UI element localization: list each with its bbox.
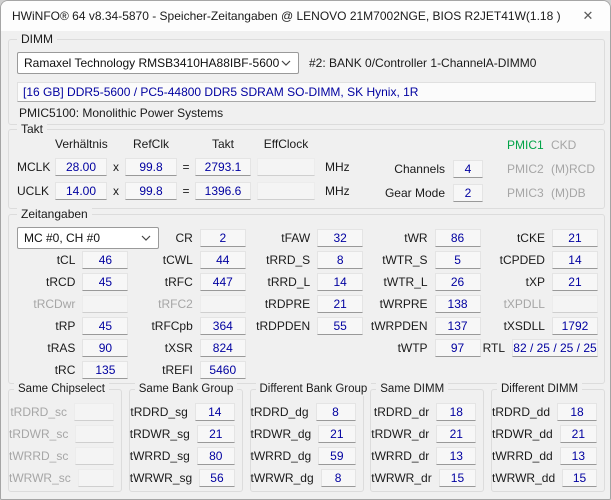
timing-value: 5 (435, 251, 481, 269)
bank-timing-groups (8, 383, 605, 492)
multiply-sign: x (113, 160, 119, 174)
timing-cell (13, 359, 130, 381)
timing-value: 21 (560, 425, 597, 443)
timing-cell (251, 445, 363, 467)
timing-cell (365, 337, 482, 359)
uclk-ratio-value: 14.00 (55, 182, 107, 200)
timing-cell (130, 337, 247, 359)
timing-cell (365, 249, 482, 271)
uclk-unit: MHz (325, 184, 350, 198)
timing-value (200, 295, 246, 313)
timing-value: 21 (317, 295, 363, 313)
uclk-clock-value: 1396.6 (195, 182, 251, 200)
timing-cell (248, 293, 365, 315)
timing-cell (371, 445, 483, 467)
uclk-refclk-value: 99.8 (125, 182, 177, 200)
bank-timing-group-title: Same Chipselect (14, 382, 109, 396)
timing-label: tWTP (397, 341, 428, 355)
timing-value: 21 (436, 425, 476, 443)
timing-value: 32 (317, 229, 363, 247)
timing-label: tRDRD_sc (10, 405, 67, 419)
timing-label: tWR (404, 231, 428, 245)
mclk-effclock-value (257, 158, 315, 176)
timing-label: tWRRD_dg (250, 449, 312, 463)
timing-value: 1792 (552, 317, 598, 335)
timing-label: tRP (55, 319, 76, 333)
bank-timing-group (8, 383, 122, 492)
timing-label: tWRWR_dg (250, 471, 314, 485)
timing-cell (251, 423, 363, 445)
timing-label: RTL (482, 341, 506, 355)
mclk-row (17, 156, 350, 178)
chevron-down-icon (141, 235, 151, 241)
timing-cell (248, 271, 365, 293)
timing-cell (130, 315, 247, 337)
timing-label: tWRPRE (379, 297, 428, 311)
timing-label: tREFI (162, 363, 193, 377)
bank-timing-group-title: Same Bank Group (135, 382, 238, 396)
timing-label: tRDPRE (264, 297, 311, 311)
timing-label: tRDRD_sg (130, 405, 188, 419)
timing-column (483, 227, 600, 381)
timing-value (75, 425, 114, 443)
timing-grid (13, 227, 600, 381)
bank-timing-group-title: Different Bank Group (256, 382, 372, 396)
timing-label: tRDWR_dd (492, 427, 553, 441)
timing-cell (371, 423, 483, 445)
timing-cell (483, 293, 600, 315)
timing-value: 447 (200, 273, 246, 291)
timing-cell (13, 293, 130, 315)
clock-group (8, 122, 605, 209)
timing-cell (130, 467, 242, 489)
timing-cell (13, 271, 130, 293)
timing-label: tWTR_S (382, 253, 428, 267)
mclk-refclk-value: 99.8 (125, 158, 177, 176)
timing-label: tRRD_S (266, 253, 311, 267)
timing-column (13, 227, 130, 381)
timing-value: 55 (317, 317, 363, 335)
timing-label: tRDWR_sc (9, 427, 69, 441)
timing-cell (130, 445, 242, 467)
dimm-group-title: DIMM (17, 32, 57, 46)
timing-cell (130, 249, 247, 271)
timing-value: 14 (195, 403, 235, 421)
timing-value: 15 (439, 469, 477, 487)
timing-value: 364 (200, 317, 246, 335)
timing-value: 46 (82, 251, 128, 269)
timing-value: 21 (197, 425, 235, 443)
timing-value: 44 (200, 251, 246, 269)
timing-value: 21 (318, 425, 355, 443)
timing-cell (9, 423, 121, 445)
timing-cell (9, 467, 121, 489)
timing-value (78, 469, 114, 487)
timing-value (552, 295, 598, 313)
clock-header: Takt (211, 137, 234, 151)
pmic-value: (M)RCD (551, 162, 595, 176)
timing-value: 138 (435, 295, 481, 313)
timing-cell (365, 293, 482, 315)
chevron-down-icon (281, 60, 291, 66)
timing-label: tFAW (281, 231, 311, 245)
timing-value: 824 (200, 339, 246, 357)
timing-value: 5460 (200, 361, 246, 379)
uclk-label: UCLK (17, 184, 50, 198)
mclk-clock-value: 2793.1 (195, 158, 251, 176)
timing-label: tRDWR_dg (250, 427, 312, 441)
channel-select-value: MC #0, CH #0 (24, 231, 101, 245)
pmic-row (507, 158, 595, 180)
pmic-list (507, 132, 595, 204)
pmic-name: PMIC2 (507, 162, 544, 176)
mclk-ratio-value: 28.00 (55, 158, 107, 176)
timing-value: 18 (557, 403, 597, 421)
dimm-pmic-info: PMIC5100: Monolithic Power Systems (19, 106, 224, 120)
timing-cell (9, 401, 121, 423)
ratio-header: Verhältnis (55, 137, 108, 151)
bank-timing-group (250, 383, 368, 492)
timing-value: 82 / 25 / 25 / 25 (513, 341, 597, 355)
timing-cell (365, 315, 482, 337)
timing-label: tRDRD_dg (250, 405, 309, 419)
refclk-header: RefClk (132, 137, 169, 151)
timing-cell (483, 315, 600, 337)
timing-value: 86 (435, 229, 481, 247)
bank-timing-rows (9, 390, 121, 489)
mclk-unit: MHz (325, 160, 350, 174)
timing-value: 45 (82, 273, 128, 291)
timing-label: tXSR (164, 341, 193, 355)
timing-label: tWRWR_dr (371, 471, 432, 485)
bank-timing-rows (130, 390, 242, 489)
timing-cell (9, 445, 121, 467)
gear-mode-row (377, 182, 483, 204)
timings-group-title: Zeitangaben (17, 207, 92, 221)
pmic-name: PMIC3 (507, 186, 544, 200)
timing-label: tRFCpb (151, 319, 193, 333)
timing-label: tWTR_L (383, 275, 428, 289)
bank-timing-group (370, 383, 484, 492)
timing-cell (251, 467, 363, 489)
timing-value: 2 (200, 229, 246, 247)
timings-group (8, 207, 605, 384)
timing-label: tWRRD_dd (492, 449, 553, 463)
timing-cell (483, 249, 600, 271)
timing-cell (365, 359, 482, 381)
timing-value: 56 (199, 469, 235, 487)
timing-label: tXSDLL (503, 319, 545, 333)
timing-column (365, 227, 482, 381)
timing-value: 15 (562, 469, 597, 487)
timing-label: tRCDwr (33, 297, 76, 311)
timing-cell (248, 227, 365, 249)
timing-value: 135 (82, 361, 128, 379)
timing-cell (130, 293, 247, 315)
timing-cell (13, 249, 130, 271)
timing-column (130, 227, 247, 381)
bank-timing-group-title: Same DIMM (376, 382, 448, 396)
timing-label: tRDRD_dr (373, 405, 430, 419)
timing-value: 90 (82, 339, 128, 357)
timing-label: tRRD_L (267, 275, 311, 289)
pmic-value: CKD (551, 138, 577, 152)
timing-label: tRDPDEN (256, 319, 311, 333)
timing-label: tCWL (162, 253, 193, 267)
timing-label: tWRRD_dr (371, 449, 430, 463)
close-button[interactable] (566, 1, 610, 31)
bank-timing-rows (251, 390, 363, 489)
timing-cell (483, 337, 600, 359)
timing-value: 8 (321, 469, 356, 487)
pmic-value: (M)DB (551, 186, 586, 200)
clock-group-title: Takt (17, 122, 47, 136)
dimm-module-info: [16 GB] DDR5-5600 / PC5-44800 DDR5 SDRAM SO-DIMM, SK Hynix, 1R (17, 82, 596, 102)
effclock-header: EffClock (263, 137, 309, 151)
timing-label: tXP (525, 275, 545, 289)
timing-column (248, 227, 365, 381)
timing-label: tWRWR_sc (9, 471, 71, 485)
timing-value: 80 (197, 447, 235, 465)
timing-cell (248, 359, 365, 381)
timing-cell (483, 271, 600, 293)
timing-cell (371, 467, 483, 489)
timing-label: tRC (54, 363, 76, 377)
timing-cell (130, 401, 242, 423)
timing-value: 21 (552, 273, 598, 291)
channels-row (377, 158, 483, 180)
timing-label: tRDRD_dd (492, 405, 551, 419)
timing-cell (248, 315, 365, 337)
timing-value: 97 (435, 339, 481, 357)
timing-cell (492, 445, 604, 467)
timing-label: tRCD (46, 275, 76, 289)
clock-table (17, 130, 350, 202)
timing-label: tWRPDEN (370, 319, 428, 333)
timing-cell (13, 315, 130, 337)
timing-label: tWRRD_sg (129, 449, 190, 463)
window-content (1, 31, 610, 500)
bank-timing-group (129, 383, 243, 492)
timing-value: 13 (436, 447, 476, 465)
timing-cell (492, 467, 604, 489)
channels-value: 4 (453, 160, 483, 178)
equals-sign: = (182, 160, 190, 174)
timing-value: 18 (436, 403, 476, 421)
timing-value (82, 295, 128, 313)
timing-value: 21 (552, 229, 598, 247)
gear-mode-value: 2 (453, 184, 483, 202)
timing-label: tXPDLL (503, 297, 545, 311)
timing-value: 8 (316, 403, 356, 421)
timing-cell (371, 401, 483, 423)
timing-value: 14 (552, 251, 598, 269)
gear-mode-label: Gear Mode (384, 186, 445, 200)
timing-label: tRAS (47, 341, 76, 355)
timing-value: 14 (317, 273, 363, 291)
channels-label: Channels (394, 162, 445, 176)
timing-value: 59 (318, 447, 355, 465)
timing-cell (365, 227, 482, 249)
timing-cell (130, 423, 242, 445)
timing-value (75, 447, 114, 465)
timing-label: tRDWR_sg (129, 427, 190, 441)
pmic-row (507, 182, 595, 204)
timing-cell (248, 337, 365, 359)
timing-label: tRFC2 (158, 297, 193, 311)
timing-cell (130, 271, 247, 293)
timing-value: 8 (317, 251, 363, 269)
timing-label: tWRWR_dd (492, 471, 556, 485)
dimm-slot-label: #2: BANK 0/Controller 1-ChannelA-DIMM0 (309, 56, 537, 70)
uclk-row (17, 180, 350, 202)
multiply-sign: x (113, 184, 119, 198)
timing-value: 45 (82, 317, 128, 335)
timing-label: tRFC (164, 275, 193, 289)
timing-label: tRDWR_dr (371, 427, 430, 441)
timing-label: CR (175, 231, 193, 245)
channel-select[interactable] (17, 227, 159, 249)
pmic-row (507, 134, 595, 156)
equals-sign: = (182, 184, 190, 198)
clock-header-row (17, 134, 350, 154)
timing-cell (483, 359, 600, 381)
timing-value: 137 (435, 317, 481, 335)
dimm-module-select[interactable] (17, 52, 299, 74)
timing-cell (492, 401, 604, 423)
bank-timing-group (491, 383, 605, 492)
bank-timing-rows (492, 390, 604, 489)
titlebar (1, 1, 610, 31)
window-title: HWiNFO® 64 v8.34-5870 - Speicher-Zeitangaben @ LENOVO 21M7002NGE, BIOS R2JET41W(1.18 ) (12, 9, 561, 23)
mclk-label: MCLK (17, 160, 51, 174)
timing-value: 26 (435, 273, 481, 291)
timing-cell (248, 249, 365, 271)
timing-cell (365, 271, 482, 293)
timing-label: tWRWR_sg (129, 471, 193, 485)
timing-cell (251, 401, 363, 423)
timing-value (74, 403, 114, 421)
timing-cell (492, 423, 604, 445)
dimm-group (8, 32, 605, 125)
bank-timing-rows (371, 390, 483, 489)
bank-timing-group-title: Different DIMM (497, 382, 582, 396)
timing-label: tCKE (516, 231, 545, 245)
dimm-module-select-value: Ramaxel Technology RMSB3410HA88IBF-5600 (24, 56, 280, 70)
uclk-effclock-value (257, 182, 315, 200)
pmic-name: PMIC1 (507, 138, 544, 152)
close-icon: ✕ (582, 8, 594, 23)
timing-label: tCL (56, 253, 76, 267)
timing-value: 13 (560, 447, 597, 465)
timing-label: tCPDED (499, 253, 545, 267)
timing-cell (483, 227, 600, 249)
timing-cell (130, 359, 247, 381)
channel-config (377, 156, 483, 204)
timing-cell (13, 337, 130, 359)
timing-label: tWRRD_sc (9, 449, 69, 463)
